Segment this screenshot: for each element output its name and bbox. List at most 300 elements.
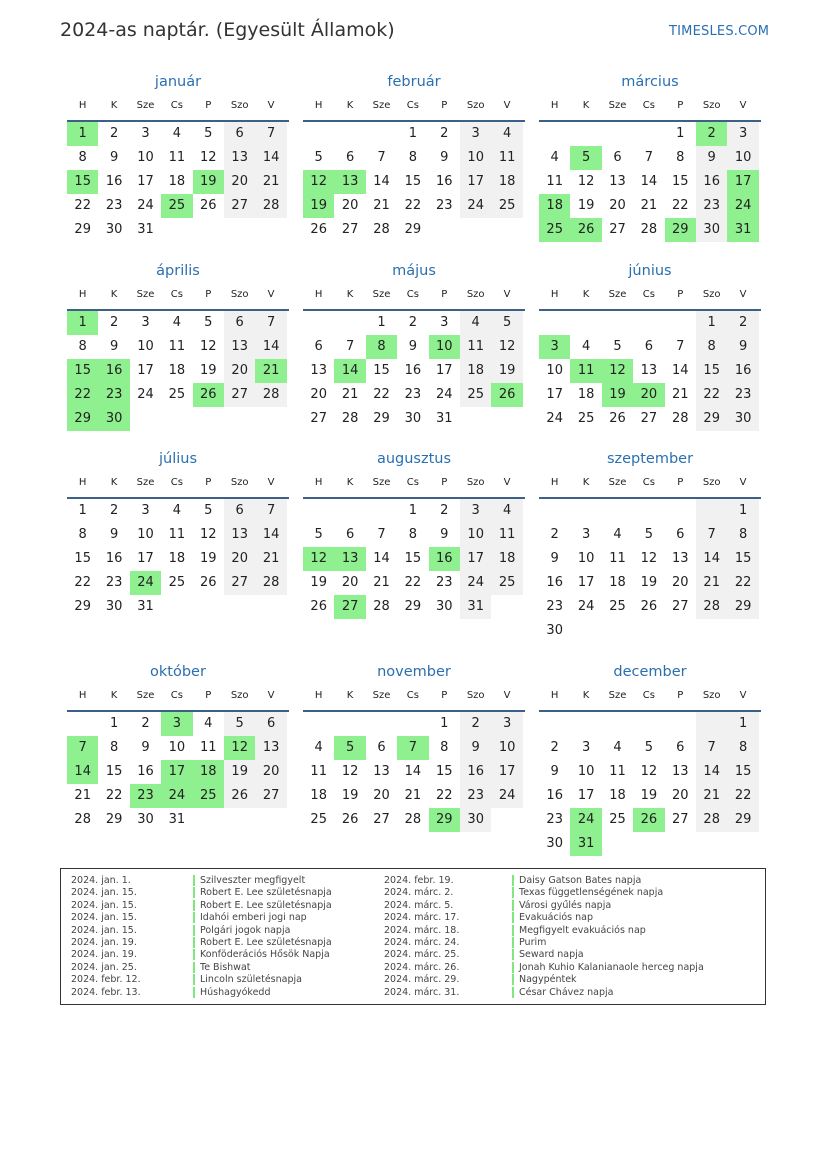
holiday-day-cell[interactable]: 24 bbox=[130, 571, 161, 595]
day-cell[interactable]: 19 bbox=[491, 359, 522, 383]
day-cell[interactable]: 20 bbox=[224, 359, 255, 383]
holiday-day-cell[interactable]: 26 bbox=[570, 218, 601, 242]
day-cell[interactable]: 27 bbox=[224, 194, 255, 218]
holiday-day-cell[interactable]: 11 bbox=[570, 359, 601, 383]
holiday-day-cell[interactable]: 21 bbox=[255, 359, 286, 383]
day-cell[interactable]: 18 bbox=[168, 551, 186, 566]
holiday-day-cell[interactable]: 5 bbox=[570, 146, 601, 170]
day-cell[interactable]: 15 bbox=[404, 551, 422, 566]
day-cell[interactable]: 7 bbox=[377, 150, 386, 165]
day-cell[interactable]: 13 bbox=[224, 146, 255, 170]
day-cell[interactable]: 13 bbox=[373, 764, 390, 779]
day-cell[interactable]: 5 bbox=[204, 126, 213, 141]
day-cell[interactable]: 30 bbox=[546, 623, 563, 638]
day-cell[interactable]: 11 bbox=[609, 764, 626, 779]
day-cell[interactable]: 1 bbox=[676, 126, 685, 141]
day-cell[interactable]: 19 bbox=[310, 575, 327, 590]
day-cell[interactable]: 12 bbox=[640, 551, 658, 566]
day-cell[interactable]: 6 bbox=[613, 150, 622, 165]
day-cell[interactable]: 20 bbox=[310, 387, 327, 402]
day-cell[interactable]: 13 bbox=[224, 335, 255, 359]
day-cell[interactable]: 18 bbox=[168, 363, 186, 378]
day-cell[interactable]: 18 bbox=[491, 170, 522, 194]
holiday-day-cell[interactable]: 13 bbox=[334, 170, 365, 194]
day-cell[interactable]: 9 bbox=[440, 150, 449, 165]
day-cell[interactable]: 1 bbox=[727, 712, 758, 736]
day-cell[interactable]: 5 bbox=[314, 527, 323, 542]
day-cell[interactable]: 10 bbox=[577, 551, 595, 566]
day-cell[interactable]: 19 bbox=[341, 788, 359, 803]
day-cell[interactable]: 4 bbox=[491, 499, 522, 523]
day-cell[interactable]: 3 bbox=[141, 503, 150, 518]
day-cell[interactable]: 12 bbox=[640, 764, 658, 779]
holiday-day-cell[interactable]: 3 bbox=[539, 335, 570, 359]
day-cell[interactable]: 11 bbox=[609, 551, 626, 566]
day-cell[interactable]: 26 bbox=[640, 599, 658, 614]
day-cell[interactable]: 20 bbox=[341, 198, 359, 213]
day-cell[interactable]: 23 bbox=[546, 812, 563, 827]
day-cell[interactable]: 17 bbox=[460, 547, 491, 571]
day-cell[interactable]: 10 bbox=[546, 363, 563, 378]
day-cell[interactable]: 12 bbox=[341, 764, 359, 779]
day-cell[interactable]: 10 bbox=[491, 736, 522, 760]
day-cell[interactable]: 17 bbox=[546, 387, 563, 402]
day-cell[interactable]: 10 bbox=[460, 523, 491, 547]
day-cell[interactable]: 12 bbox=[491, 335, 522, 359]
holiday-day-cell[interactable]: 23 bbox=[98, 383, 129, 407]
day-cell[interactable]: 14 bbox=[404, 764, 422, 779]
day-cell[interactable]: 16 bbox=[460, 760, 491, 784]
day-cell[interactable]: 24 bbox=[137, 387, 154, 402]
day-cell[interactable]: 4 bbox=[172, 126, 182, 141]
day-cell[interactable]: 22 bbox=[436, 788, 453, 803]
day-cell[interactable]: 25 bbox=[491, 571, 522, 595]
day-cell[interactable]: 4 bbox=[550, 150, 559, 165]
day-cell[interactable]: 21 bbox=[373, 575, 390, 590]
day-cell[interactable]: 8 bbox=[109, 740, 119, 755]
day-cell[interactable]: 15 bbox=[105, 764, 123, 779]
day-cell[interactable]: 18 bbox=[460, 359, 491, 383]
day-cell[interactable]: 28 bbox=[74, 812, 91, 827]
holiday-day-cell[interactable]: 27 bbox=[334, 595, 365, 619]
holiday-day-cell[interactable]: 7 bbox=[67, 736, 98, 760]
day-cell[interactable]: 4 bbox=[204, 716, 213, 731]
holiday-day-cell[interactable]: 25 bbox=[539, 218, 570, 242]
day-cell[interactable]: 26 bbox=[310, 222, 327, 237]
day-cell[interactable]: 2 bbox=[408, 315, 418, 330]
holiday-day-cell[interactable]: 2 bbox=[696, 122, 727, 146]
day-cell[interactable]: 6 bbox=[314, 339, 323, 354]
holiday-day-cell[interactable]: 22 bbox=[67, 383, 98, 407]
day-cell[interactable]: 28 bbox=[373, 222, 390, 237]
day-cell[interactable]: 27 bbox=[640, 411, 658, 426]
day-cell[interactable]: 4 bbox=[613, 740, 622, 755]
holiday-day-cell[interactable]: 12 bbox=[602, 359, 633, 383]
day-cell[interactable]: 9 bbox=[109, 150, 119, 165]
holiday-day-cell[interactable]: 3 bbox=[161, 712, 192, 736]
day-cell[interactable]: 14 bbox=[373, 551, 390, 566]
day-cell[interactable]: 8 bbox=[696, 335, 727, 359]
day-cell[interactable]: 11 bbox=[168, 527, 186, 542]
holiday-day-cell[interactable]: 7 bbox=[397, 736, 428, 760]
day-cell[interactable]: 23 bbox=[460, 784, 491, 808]
day-cell[interactable]: 9 bbox=[460, 736, 491, 760]
day-cell[interactable]: 30 bbox=[546, 836, 563, 851]
day-cell[interactable]: 9 bbox=[109, 527, 119, 542]
day-cell[interactable]: 1 bbox=[377, 315, 386, 330]
day-cell[interactable]: 22 bbox=[727, 571, 758, 595]
day-cell[interactable]: 8 bbox=[676, 150, 685, 165]
day-cell[interactable]: 20 bbox=[672, 575, 689, 590]
day-cell[interactable]: 23 bbox=[404, 387, 422, 402]
day-cell[interactable]: 3 bbox=[141, 126, 150, 141]
day-cell[interactable]: 29 bbox=[105, 812, 123, 827]
day-cell[interactable]: 7 bbox=[377, 527, 386, 542]
day-cell[interactable]: 11 bbox=[546, 174, 563, 189]
day-cell[interactable]: 1 bbox=[696, 311, 727, 335]
day-cell[interactable]: 17 bbox=[137, 363, 154, 378]
day-cell[interactable]: 31 bbox=[168, 812, 186, 827]
holiday-day-cell[interactable]: 8 bbox=[366, 335, 397, 359]
day-cell[interactable]: 2 bbox=[440, 126, 449, 141]
day-cell[interactable]: 20 bbox=[341, 575, 359, 590]
day-cell[interactable]: 13 bbox=[255, 736, 286, 760]
day-cell[interactable]: 7 bbox=[696, 523, 727, 547]
day-cell[interactable]: 19 bbox=[640, 788, 658, 803]
day-cell[interactable]: 10 bbox=[168, 740, 186, 755]
day-cell[interactable]: 28 bbox=[696, 808, 727, 832]
day-cell[interactable]: 27 bbox=[373, 812, 390, 827]
day-cell[interactable]: 24 bbox=[546, 411, 563, 426]
day-cell[interactable]: 2 bbox=[141, 716, 150, 731]
day-cell[interactable]: 26 bbox=[200, 575, 217, 590]
day-cell[interactable]: 18 bbox=[310, 788, 327, 803]
day-cell[interactable]: 22 bbox=[404, 575, 422, 590]
day-cell[interactable]: 18 bbox=[609, 575, 626, 590]
holiday-day-cell[interactable]: 12 bbox=[303, 170, 334, 194]
day-cell[interactable]: 4 bbox=[460, 311, 491, 335]
day-cell[interactable]: 26 bbox=[224, 784, 255, 808]
day-cell[interactable]: 1 bbox=[109, 716, 119, 731]
day-cell[interactable]: 21 bbox=[255, 170, 286, 194]
holiday-day-cell[interactable]: 5 bbox=[334, 736, 365, 760]
day-cell[interactable]: 23 bbox=[105, 198, 123, 213]
day-cell[interactable]: 28 bbox=[255, 383, 286, 407]
holiday-day-cell[interactable]: 12 bbox=[224, 736, 255, 760]
day-cell[interactable]: 6 bbox=[224, 499, 255, 523]
day-cell[interactable]: 8 bbox=[440, 740, 449, 755]
day-cell[interactable]: 21 bbox=[696, 571, 727, 595]
day-cell[interactable]: 21 bbox=[341, 387, 359, 402]
day-cell[interactable]: 29 bbox=[727, 595, 758, 619]
day-cell[interactable]: 14 bbox=[672, 363, 689, 378]
day-cell[interactable]: 9 bbox=[440, 527, 449, 542]
day-cell[interactable]: 27 bbox=[224, 571, 255, 595]
day-cell[interactable]: 24 bbox=[460, 571, 491, 595]
day-cell[interactable]: 2 bbox=[109, 503, 119, 518]
day-cell[interactable]: 5 bbox=[204, 315, 213, 330]
day-cell[interactable]: 5 bbox=[644, 740, 654, 755]
day-cell[interactable]: 25 bbox=[460, 383, 491, 407]
day-cell[interactable]: 16 bbox=[105, 551, 123, 566]
day-cell[interactable]: 14 bbox=[255, 146, 286, 170]
day-cell[interactable]: 30 bbox=[137, 812, 154, 827]
holiday-day-cell[interactable]: 19 bbox=[303, 194, 334, 218]
holiday-day-cell[interactable]: 24 bbox=[570, 808, 601, 832]
day-cell[interactable]: 2 bbox=[109, 126, 119, 141]
day-cell[interactable]: 8 bbox=[727, 736, 758, 760]
day-cell[interactable]: 27 bbox=[672, 599, 689, 614]
day-cell[interactable]: 30 bbox=[105, 599, 123, 614]
day-cell[interactable]: 25 bbox=[168, 575, 186, 590]
day-cell[interactable]: 21 bbox=[696, 784, 727, 808]
day-cell[interactable]: 8 bbox=[78, 339, 87, 354]
brand-logo-text[interactable]: TIMESLES.COM bbox=[669, 24, 770, 39]
day-cell[interactable]: 22 bbox=[727, 784, 758, 808]
day-cell[interactable]: 20 bbox=[224, 170, 255, 194]
day-cell[interactable]: 29 bbox=[74, 222, 91, 237]
holiday-day-cell[interactable]: 10 bbox=[429, 335, 460, 359]
holiday-day-cell[interactable]: 26 bbox=[491, 383, 522, 407]
day-cell[interactable]: 6 bbox=[345, 150, 355, 165]
day-cell[interactable]: 7 bbox=[676, 339, 685, 354]
holiday-day-cell[interactable]: 24 bbox=[161, 784, 192, 808]
day-cell[interactable]: 17 bbox=[577, 788, 595, 803]
day-cell[interactable]: 21 bbox=[74, 788, 91, 803]
day-cell[interactable]: 19 bbox=[577, 198, 595, 213]
day-cell[interactable]: 10 bbox=[137, 150, 154, 165]
day-cell[interactable]: 6 bbox=[676, 740, 685, 755]
day-cell[interactable]: 3 bbox=[141, 315, 150, 330]
day-cell[interactable]: 4 bbox=[613, 527, 622, 542]
day-cell[interactable]: 9 bbox=[727, 335, 758, 359]
day-cell[interactable]: 14 bbox=[255, 523, 286, 547]
holiday-day-cell[interactable]: 1 bbox=[67, 122, 98, 146]
day-cell[interactable]: 3 bbox=[581, 740, 591, 755]
day-cell[interactable]: 29 bbox=[727, 808, 758, 832]
day-cell[interactable]: 1 bbox=[408, 126, 418, 141]
day-cell[interactable]: 27 bbox=[255, 784, 286, 808]
day-cell[interactable]: 15 bbox=[373, 363, 390, 378]
day-cell[interactable]: 2 bbox=[550, 527, 559, 542]
holiday-day-cell[interactable]: 12 bbox=[303, 547, 334, 571]
day-cell[interactable]: 12 bbox=[200, 339, 217, 354]
day-cell[interactable]: 7 bbox=[644, 150, 654, 165]
holiday-day-cell[interactable]: 17 bbox=[727, 170, 758, 194]
day-cell[interactable]: 25 bbox=[168, 387, 186, 402]
holiday-day-cell[interactable]: 20 bbox=[633, 383, 664, 407]
holiday-day-cell[interactable]: 24 bbox=[727, 194, 758, 218]
day-cell[interactable]: 30 bbox=[436, 599, 453, 614]
day-cell[interactable]: 11 bbox=[200, 740, 217, 755]
day-cell[interactable]: 17 bbox=[491, 760, 522, 784]
holiday-day-cell[interactable]: 25 bbox=[193, 784, 224, 808]
day-cell[interactable]: 16 bbox=[546, 575, 563, 590]
day-cell[interactable]: 27 bbox=[310, 411, 327, 426]
holiday-day-cell[interactable]: 16 bbox=[429, 547, 460, 571]
day-cell[interactable]: 24 bbox=[436, 387, 453, 402]
day-cell[interactable]: 4 bbox=[314, 740, 323, 755]
day-cell[interactable]: 28 bbox=[373, 599, 390, 614]
day-cell[interactable]: 13 bbox=[640, 363, 658, 378]
day-cell[interactable]: 29 bbox=[696, 407, 727, 431]
holiday-day-cell[interactable]: 15 bbox=[67, 170, 98, 194]
day-cell[interactable]: 21 bbox=[373, 198, 390, 213]
day-cell[interactable]: 17 bbox=[577, 575, 595, 590]
day-cell[interactable]: 16 bbox=[696, 170, 727, 194]
day-cell[interactable]: 16 bbox=[727, 359, 758, 383]
holiday-day-cell[interactable]: 16 bbox=[98, 359, 129, 383]
day-cell[interactable]: 11 bbox=[310, 764, 327, 779]
day-cell[interactable]: 8 bbox=[78, 150, 87, 165]
day-cell[interactable]: 28 bbox=[255, 194, 286, 218]
day-cell[interactable]: 15 bbox=[672, 174, 689, 189]
day-cell[interactable]: 21 bbox=[672, 387, 689, 402]
day-cell[interactable]: 6 bbox=[224, 122, 255, 146]
day-cell[interactable]: 10 bbox=[460, 146, 491, 170]
day-cell[interactable]: 2 bbox=[550, 740, 559, 755]
day-cell[interactable]: 28 bbox=[696, 595, 727, 619]
holiday-day-cell[interactable]: 17 bbox=[161, 760, 192, 784]
day-cell[interactable]: 16 bbox=[404, 363, 422, 378]
day-cell[interactable]: 10 bbox=[137, 339, 154, 354]
day-cell[interactable]: 20 bbox=[373, 788, 390, 803]
day-cell[interactable]: 22 bbox=[74, 198, 91, 213]
day-cell[interactable]: 9 bbox=[696, 146, 727, 170]
day-cell[interactable]: 1 bbox=[727, 499, 758, 523]
day-cell[interactable]: 11 bbox=[168, 150, 186, 165]
day-cell[interactable]: 6 bbox=[224, 311, 255, 335]
day-cell[interactable]: 2 bbox=[109, 315, 119, 330]
day-cell[interactable]: 28 bbox=[341, 411, 359, 426]
day-cell[interactable]: 9 bbox=[109, 339, 119, 354]
day-cell[interactable]: 23 bbox=[105, 575, 123, 590]
holiday-day-cell[interactable]: 29 bbox=[665, 218, 696, 242]
day-cell[interactable]: 4 bbox=[491, 122, 522, 146]
day-cell[interactable]: 15 bbox=[696, 359, 727, 383]
day-cell[interactable]: 27 bbox=[224, 383, 255, 407]
day-cell[interactable]: 18 bbox=[491, 547, 522, 571]
holiday-day-cell[interactable]: 18 bbox=[193, 760, 224, 784]
holiday-day-cell[interactable]: 1 bbox=[67, 311, 98, 335]
day-cell[interactable]: 23 bbox=[727, 383, 758, 407]
day-cell[interactable]: 22 bbox=[672, 198, 689, 213]
day-cell[interactable]: 13 bbox=[672, 764, 689, 779]
holiday-day-cell[interactable]: 26 bbox=[633, 808, 664, 832]
day-cell[interactable]: 8 bbox=[408, 527, 418, 542]
day-cell[interactable]: 8 bbox=[408, 150, 418, 165]
day-cell[interactable]: 14 bbox=[696, 547, 727, 571]
day-cell[interactable]: 6 bbox=[345, 527, 355, 542]
day-cell[interactable]: 29 bbox=[404, 222, 422, 237]
day-cell[interactable]: 14 bbox=[373, 174, 390, 189]
day-cell[interactable]: 19 bbox=[640, 575, 658, 590]
day-cell[interactable]: 2 bbox=[460, 712, 491, 736]
day-cell[interactable]: 30 bbox=[460, 808, 491, 832]
day-cell[interactable]: 27 bbox=[609, 222, 626, 237]
day-cell[interactable]: 29 bbox=[404, 599, 422, 614]
holiday-day-cell[interactable]: 23 bbox=[130, 784, 161, 808]
day-cell[interactable]: 25 bbox=[310, 812, 327, 827]
day-cell[interactable]: 29 bbox=[74, 599, 91, 614]
day-cell[interactable]: 30 bbox=[105, 222, 123, 237]
day-cell[interactable]: 30 bbox=[696, 218, 727, 242]
day-cell[interactable]: 7 bbox=[255, 499, 286, 523]
day-cell[interactable]: 18 bbox=[577, 387, 595, 402]
day-cell[interactable]: 4 bbox=[172, 315, 182, 330]
day-cell[interactable]: 15 bbox=[404, 174, 422, 189]
day-cell[interactable]: 19 bbox=[200, 551, 217, 566]
day-cell[interactable]: 20 bbox=[255, 760, 286, 784]
day-cell[interactable]: 11 bbox=[491, 523, 522, 547]
day-cell[interactable]: 18 bbox=[609, 788, 626, 803]
day-cell[interactable]: 28 bbox=[640, 222, 658, 237]
day-cell[interactable]: 7 bbox=[696, 736, 727, 760]
holiday-day-cell[interactable]: 26 bbox=[193, 383, 224, 407]
day-cell[interactable]: 31 bbox=[137, 599, 154, 614]
day-cell[interactable]: 30 bbox=[727, 407, 758, 431]
day-cell[interactable]: 3 bbox=[460, 499, 491, 523]
day-cell[interactable]: 6 bbox=[255, 712, 286, 736]
day-cell[interactable]: 23 bbox=[546, 599, 563, 614]
day-cell[interactable]: 12 bbox=[577, 174, 595, 189]
day-cell[interactable]: 31 bbox=[137, 222, 154, 237]
day-cell[interactable]: 26 bbox=[310, 599, 327, 614]
day-cell[interactable]: 31 bbox=[436, 411, 453, 426]
holiday-day-cell[interactable]: 29 bbox=[429, 808, 460, 832]
day-cell[interactable]: 30 bbox=[404, 411, 422, 426]
day-cell[interactable]: 11 bbox=[491, 146, 522, 170]
day-cell[interactable]: 3 bbox=[727, 122, 758, 146]
day-cell[interactable]: 13 bbox=[224, 523, 255, 547]
day-cell[interactable]: 13 bbox=[672, 551, 689, 566]
day-cell[interactable]: 21 bbox=[404, 788, 422, 803]
day-cell[interactable]: 9 bbox=[408, 339, 418, 354]
holiday-day-cell[interactable]: 31 bbox=[570, 832, 601, 856]
day-cell[interactable]: 28 bbox=[255, 571, 286, 595]
day-cell[interactable]: 25 bbox=[609, 812, 626, 827]
day-cell[interactable]: 13 bbox=[310, 363, 327, 378]
day-cell[interactable]: 22 bbox=[404, 198, 422, 213]
day-cell[interactable]: 2 bbox=[440, 503, 449, 518]
day-cell[interactable]: 15 bbox=[727, 547, 758, 571]
day-cell[interactable]: 21 bbox=[640, 198, 658, 213]
holiday-day-cell[interactable]: 18 bbox=[539, 194, 570, 218]
day-cell[interactable]: 24 bbox=[137, 198, 154, 213]
holiday-day-cell[interactable]: 29 bbox=[67, 407, 98, 431]
day-cell[interactable]: 24 bbox=[491, 784, 522, 808]
day-cell[interactable]: 10 bbox=[137, 527, 154, 542]
day-cell[interactable]: 15 bbox=[74, 551, 91, 566]
day-cell[interactable]: 6 bbox=[676, 527, 685, 542]
day-cell[interactable]: 25 bbox=[609, 599, 626, 614]
day-cell[interactable]: 31 bbox=[460, 595, 491, 619]
day-cell[interactable]: 14 bbox=[696, 760, 727, 784]
day-cell[interactable]: 5 bbox=[314, 150, 323, 165]
day-cell[interactable]: 14 bbox=[255, 335, 286, 359]
day-cell[interactable]: 2 bbox=[727, 311, 758, 335]
day-cell[interactable]: 20 bbox=[672, 788, 689, 803]
day-cell[interactable]: 14 bbox=[640, 174, 658, 189]
day-cell[interactable]: 3 bbox=[581, 527, 591, 542]
day-cell[interactable]: 1 bbox=[78, 503, 87, 518]
day-cell[interactable]: 22 bbox=[696, 383, 727, 407]
day-cell[interactable]: 24 bbox=[577, 599, 595, 614]
day-cell[interactable]: 3 bbox=[460, 122, 491, 146]
day-cell[interactable]: 7 bbox=[255, 311, 286, 335]
day-cell[interactable]: 17 bbox=[137, 551, 154, 566]
day-cell[interactable]: 15 bbox=[436, 764, 453, 779]
